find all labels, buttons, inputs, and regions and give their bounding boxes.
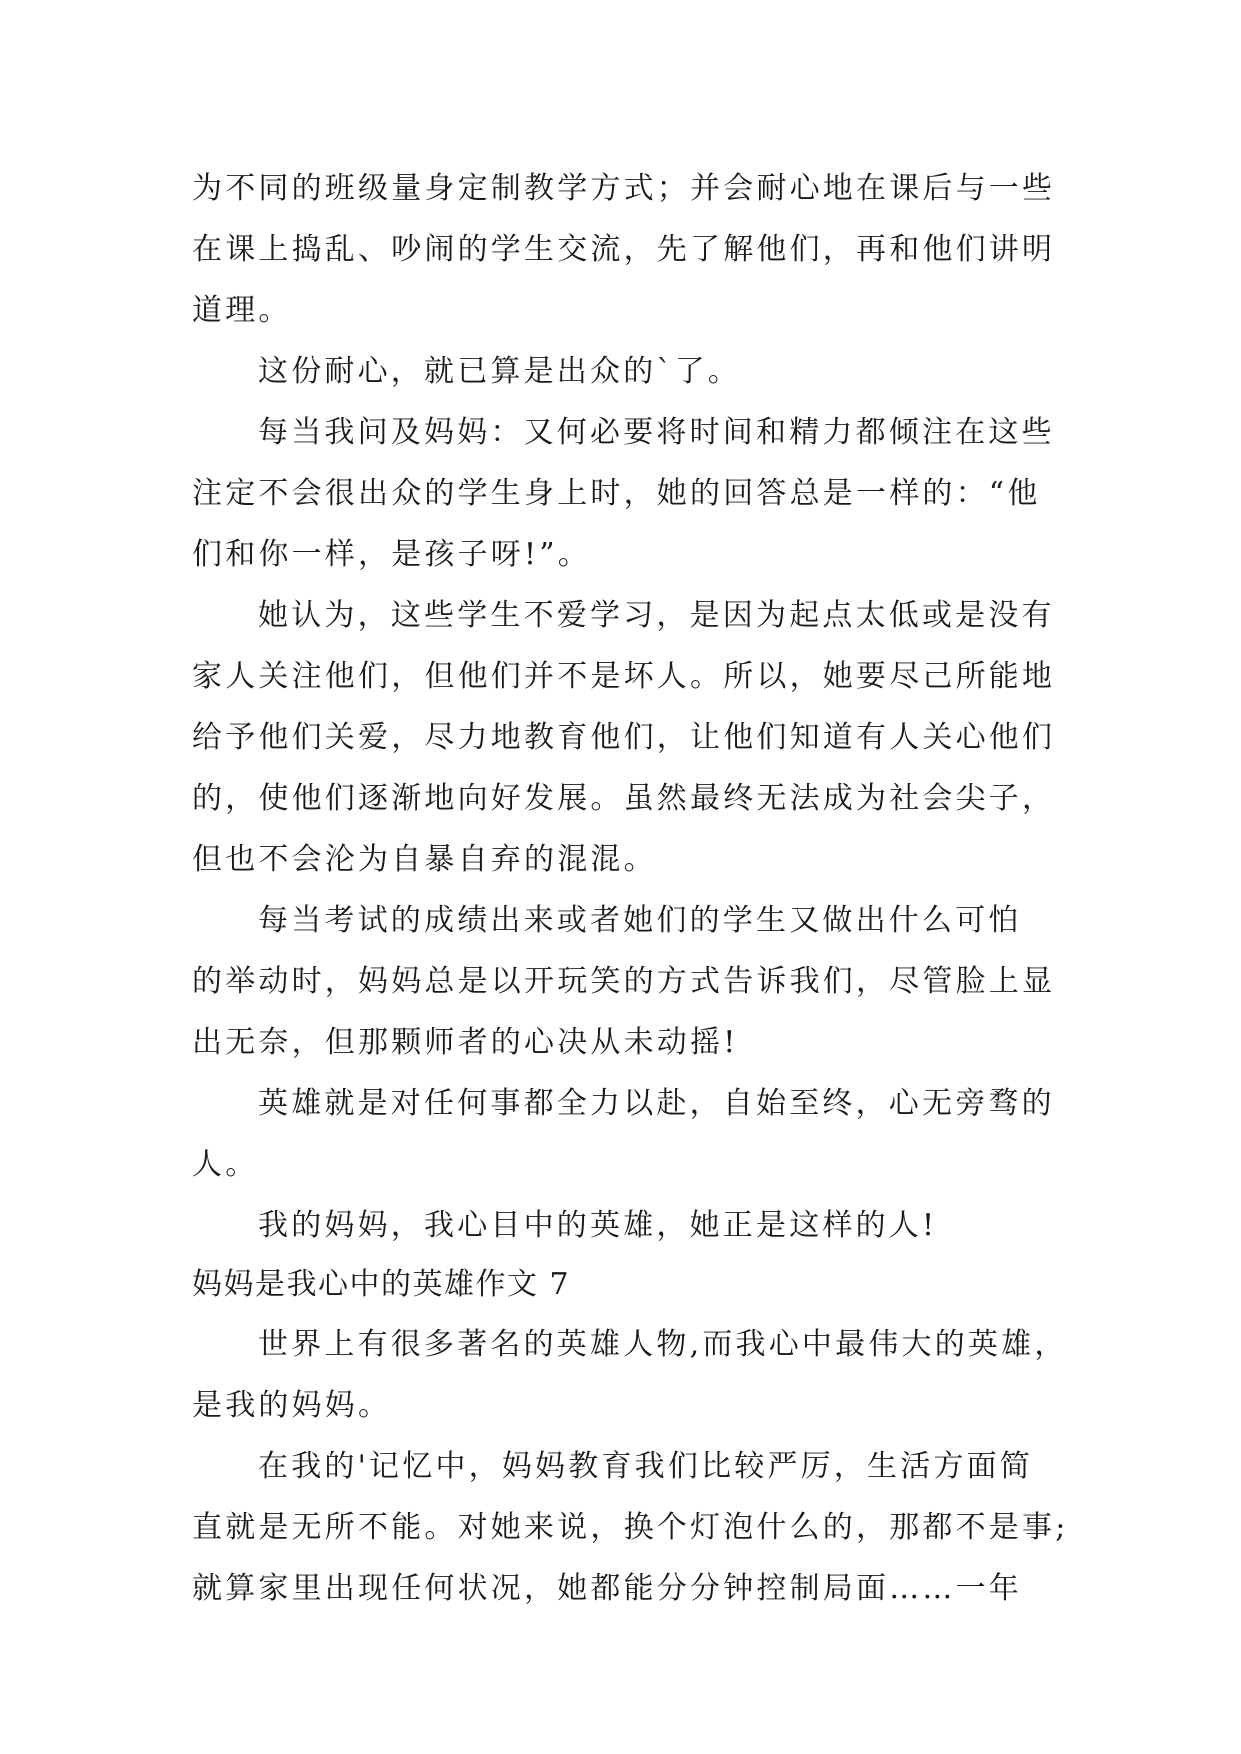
document-body: [192, 158, 1072, 1619]
text-line: 给予他们关爱，尽力地教育他们，让他们知道有人关心他们: [192, 720, 1056, 755]
text-line: 在课上捣乱、吵闹的学生交流，先了解他们，再和他们讲明: [192, 232, 1056, 267]
text-line: 的，使他们逐渐地向好发展。虽然最终无法成为社会尖子，: [192, 781, 1056, 816]
text-line: 注定不会很出众的学生身上时，她的回答总是一样的：“他: [192, 476, 1041, 511]
paragraph-first-line: 英雄就是对任何事都全力以赴，自始至终，心无旁骛的: [258, 1086, 1055, 1121]
text-line: 的举动时，妈妈总是以开玩笑的方式告诉我们，尽管脸上显: [192, 964, 1056, 999]
paragraph-first-line: 每当我问及妈妈：又何必要将时间和精力都倾注在这些: [258, 415, 1055, 450]
text-line: 们和你一样，是孩子呀!”。: [192, 537, 591, 572]
paragraph-first-line: 我的妈妈，我心目中的英雄，她正是这样的人!: [258, 1208, 938, 1243]
text-line: 是我的妈妈。: [192, 1388, 392, 1423]
paragraph-first-line: 她认为，这些学生不爱学习，是因为起点太低或是没有: [258, 598, 1055, 633]
text-line: 道理。: [192, 293, 292, 328]
paragraph-first-line: 世界上有很多著名的英雄人物,而我心中最伟大的英雄，: [258, 1327, 1068, 1362]
text-line: 就算家里出现任何状况，她都能分分钟控制局面……一年: [192, 1571, 1022, 1606]
text-line: 人。: [192, 1147, 259, 1182]
text-line: 为不同的班级量身定制教学方式；并会耐心地在课后与一些: [192, 171, 1056, 206]
paragraph-first-line: 每当考试的成绩出来或者她们的学生又做出什么可怕: [258, 903, 1022, 938]
text-line: 出无奈，但那颗师者的心决从未动摇!: [192, 1025, 739, 1060]
section-heading: 妈妈是我心中的英雄作文 7: [192, 1267, 571, 1302]
text-line: 家人关注他们，但他们并不是坏人。所以，她要尽己所能地: [192, 659, 1056, 694]
text-line: 直就是无所不能。对她来说，换个灯泡什么的，那都不是事;: [192, 1510, 1069, 1545]
paragraph-first-line: 这份耐心，就已算是出众的`了。: [258, 354, 741, 389]
paragraph-first-line: 在我的'记忆中，妈妈教育我们比较严厉，生活方面简: [258, 1449, 1034, 1484]
text-line: 但也不会沦为自暴自弃的混混。: [192, 842, 657, 877]
